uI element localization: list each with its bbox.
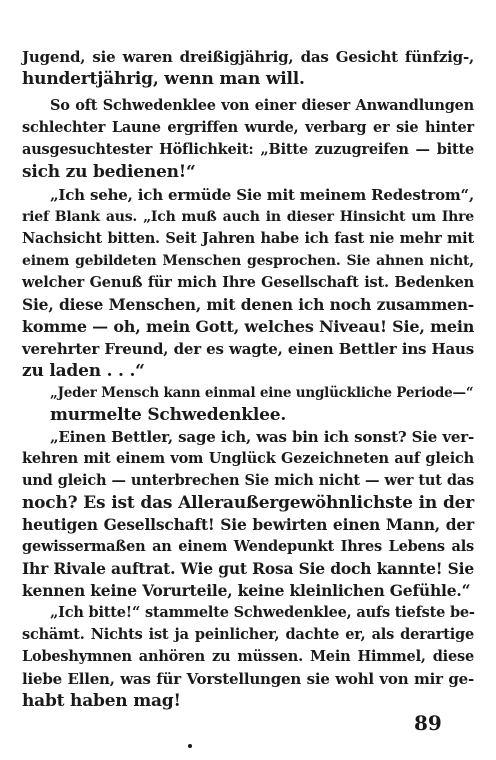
- text-line: Ihr Rivale auftrat. Wie gut Rosa Sie doch kannte! Sie: [22, 559, 474, 578]
- text-line: kennen keine Vorurteile, keine kleinlichen Gefühle.“: [22, 581, 471, 600]
- text-line: Lobeshymnen anhören zu müssen. Mein Himmel, diese: [22, 648, 474, 665]
- text-line: murmelte Schwedenklee.: [50, 405, 287, 425]
- text-line: Jugend, sie waren dreißigjährig, das Gesicht fünfzig-,: [22, 48, 474, 66]
- text-line: liebe Ellen, was für Vorstellungen sie wohl von mir ge-: [22, 670, 474, 688]
- text-line: So oft Schwedenklee von einer dieser Anwandlungen: [50, 97, 474, 114]
- text-line: noch? Es ist das Alleraußergewöhnlichste in der: [22, 493, 474, 513]
- page-number: 89: [414, 711, 442, 735]
- text-line: sich zu bedienen!“: [22, 162, 196, 182]
- text-line: Sie, diese Menschen, mit denen ich noch zusammen-: [22, 295, 474, 314]
- text-line: zu laden . . .“: [22, 361, 145, 381]
- text-line: und gleich — unterbrechen Sie mich nicht — wer tut das: [22, 472, 474, 489]
- text-line: „Ich sehe, ich ermüde Sie mit meinem Redestrom“,: [50, 186, 474, 204]
- text-line: verehrter Freund, der es wagte, einen Bettler ins Haus: [22, 340, 474, 358]
- text-line: kehren mit einem vom Unglück Gezeichneten auf gleich: [22, 450, 474, 467]
- text-line: habt haben mag!: [22, 691, 181, 711]
- text-line: schlechter Laune ergriffen wurde, verbarg er sie hinter: [22, 119, 474, 136]
- text-line: schämt. Nichts ist ja peinlicher, dachte er, als derartige: [22, 626, 474, 643]
- text-line: „Jeder Mensch kann einmal eine unglückliche Periode—“: [50, 385, 474, 401]
- text-line: gewissermaßen an einem Wendepunkt Ihres Lebens als: [22, 538, 474, 555]
- text-line: ausgesuchtester Höflichkeit: „Bitte zuzugreifen — bitte: [22, 141, 474, 158]
- text-line: „Ich bitte!“ stammelte Schwedenklee, aufs tiefste be-: [50, 604, 475, 621]
- text-line: einem gebildeten Menschen gesprochen. Sie ahnen nicht,: [22, 253, 474, 269]
- text-line: „Einen Bettler, sage ich, was bin ich sonst? Sie ver-: [50, 428, 474, 446]
- text-line: welcher Genuß für mich Ihre Gesellschaft ist. Bedenken: [22, 274, 474, 291]
- text-line: komme — oh, mein Gott, welches Niveau! Sie, mein: [22, 317, 475, 336]
- text-line: Nachsicht bitten. Seit Jahren habe ich fast nie mehr mit: [22, 230, 474, 247]
- print-speck: [188, 744, 192, 748]
- text-line: heutigen Gesellschaft! Sie bewirten einen Mann, der: [22, 515, 474, 534]
- text-line: hundertjährig, wenn man will.: [22, 69, 305, 89]
- text-line: rief Blank aus. „Ich muß auch in dieser Hinsicht um Ihre: [22, 209, 474, 225]
